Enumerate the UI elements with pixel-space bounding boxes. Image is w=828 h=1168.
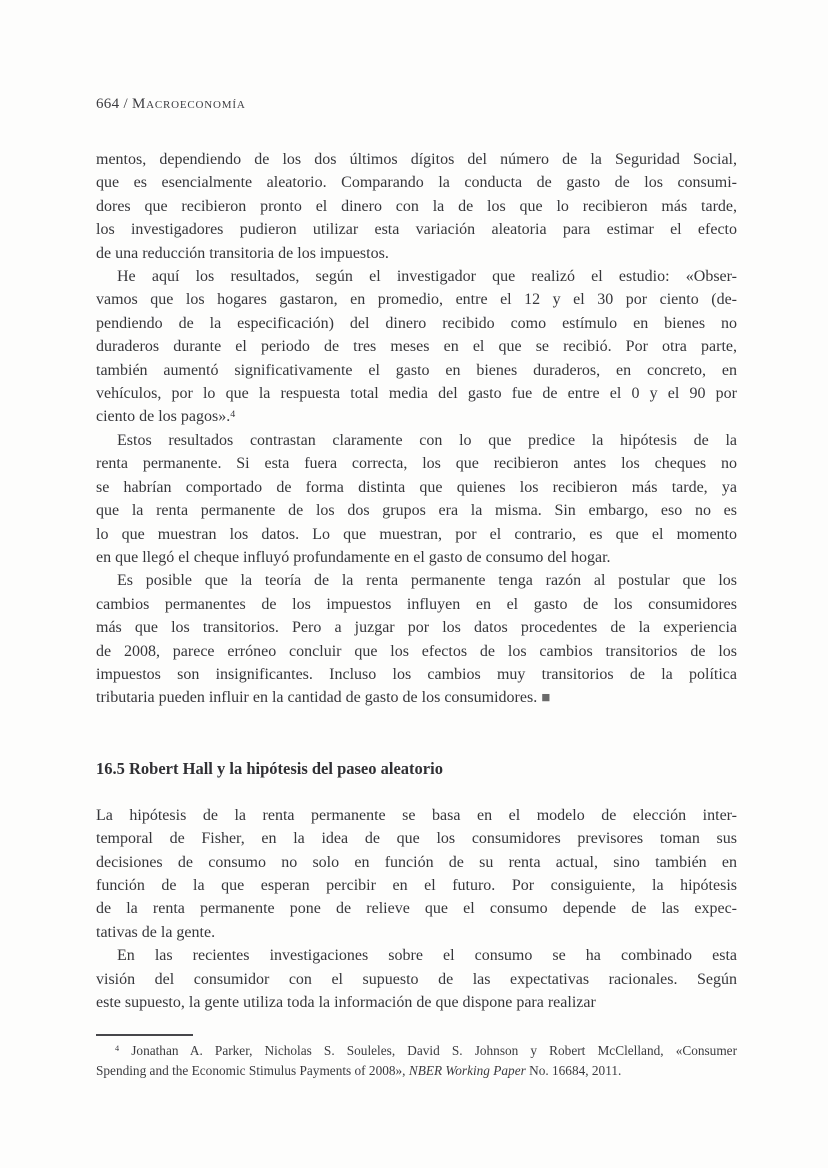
paragraph xyxy=(96,265,737,429)
text-segment: decisiones de consumo no solo en función de su renta actual, sino también en xyxy=(96,853,737,871)
text-segment: vamos que los hogares gastaron, en promedio, entre el 12 y el 30 por ciento (de- xyxy=(96,291,737,309)
text-line xyxy=(96,523,737,546)
text-segment: en que llegó el cheque influyó profundamente en el gasto de consumo del hogar. xyxy=(96,548,611,566)
text-line xyxy=(96,804,737,827)
paragraph xyxy=(96,429,737,569)
section-heading: 16.5 Robert Hall y la hipótesis del paseo aleatorio xyxy=(96,758,443,778)
text-line xyxy=(96,593,737,616)
paragraph xyxy=(96,804,737,944)
text-segment: He aquí los resultados, según el investigador que realizó el estudio: «Obser- xyxy=(117,268,737,286)
text-segment: de 2008, parece erróneo concluir que los efectos de los cambios transitorios de los xyxy=(96,642,737,660)
text-line xyxy=(96,452,737,475)
text-line xyxy=(96,944,737,967)
text-line xyxy=(96,265,737,288)
text-line xyxy=(96,382,737,405)
paragraph xyxy=(96,148,737,265)
text-line xyxy=(96,312,737,335)
text-segment: tributaria pueden influir en la cantidad de gasto de los consumidores. xyxy=(96,689,542,707)
text-segment: más que los transitorios. Pero a juzgar por los datos procedentes de la experiencia xyxy=(96,619,737,637)
text-segment: de la renta permanente pone de relieve que el consumo depende de las expec- xyxy=(96,900,737,918)
text-segment: que la renta permanente de los dos grupos era la misma. Sin embargo, eso no es xyxy=(96,502,737,520)
text-line xyxy=(96,1061,737,1081)
end-of-box-marker-icon: ■ xyxy=(541,690,551,707)
text-line xyxy=(96,827,737,850)
text-segment: este supuesto, la gente utiliza toda la información de que dispone para realizar xyxy=(96,994,596,1011)
text-segment: que es esencialmente aleatorio. Comparando la conducta de gasto de los consumi- xyxy=(96,174,737,192)
text-segment: Jonathan A. Parker, Nicholas S. Souleles, David S. Johnson y Robert McClelland, «Consumer xyxy=(119,1043,737,1059)
text-line xyxy=(96,359,737,382)
text-segment: renta permanente. Si esta fuera correcta, los que recibieron antes los cheques no xyxy=(96,455,737,473)
text-line xyxy=(96,1041,737,1061)
paragraph xyxy=(96,944,737,1014)
text-segment: Estos resultados contrastan claramente con lo que predice la hipótesis de la xyxy=(117,431,737,449)
case-study-text xyxy=(96,148,737,711)
text-segment: pendiendo de la especificación) del dinero recibido como estímulo en bienes no xyxy=(96,314,737,332)
text-line xyxy=(96,569,737,592)
text-line xyxy=(96,476,737,499)
text-line xyxy=(96,640,737,663)
text-segment: En las recientes investigaciones sobre el consumo se ha combinado esta xyxy=(117,947,737,965)
text-segment: ciento de los pagos». xyxy=(96,408,231,426)
text-segment: impuestos son insignificantes. Incluso los cambios muy transitorios de la política xyxy=(96,665,737,683)
text-line xyxy=(96,968,737,991)
text-segment: lo que muestran los datos. Lo que muestran, por el contrario, es que el momento xyxy=(96,525,737,543)
text-segment: temporal de Fisher, en la idea de que los consumidores previsores toman sus xyxy=(96,830,737,848)
book-title: Macroeconomía xyxy=(131,96,246,112)
text-segment: se habrían comportado de forma distinta que quienes los recibieron más tarde, ya xyxy=(96,478,737,496)
text-line xyxy=(96,429,737,452)
section-text xyxy=(96,804,737,1015)
text-segment: Spending and the Economic Stimulus Payments of 2008», xyxy=(96,1062,409,1078)
footnote-ref: 4 xyxy=(115,1044,120,1054)
text-segment: cambios permanentes de los impuestos influyen en el gasto de los consumidores xyxy=(96,595,737,613)
text-line xyxy=(96,288,737,311)
text-line xyxy=(96,663,737,686)
text-line xyxy=(96,405,737,428)
text-segment: La hipótesis de la renta permanente se basa en el modelo de elección inter- xyxy=(96,806,737,824)
text-line xyxy=(96,921,737,944)
text-line xyxy=(96,991,737,1014)
page-number: 664 xyxy=(96,96,120,112)
text-line xyxy=(96,851,737,874)
footnote-ref: 4 xyxy=(230,408,236,420)
text-line xyxy=(96,171,737,194)
paragraph xyxy=(96,569,737,710)
page-header xyxy=(96,95,737,114)
text-segment: Es posible que la teoría de la renta permanente tenga razón al postular que los xyxy=(117,572,737,590)
footnote-rule xyxy=(96,1034,193,1036)
text-segment: visión del consumidor con el supuesto de las expectativas racionales. Según xyxy=(96,970,737,988)
text-segment: mentos, dependiendo de los dos últimos dígitos del número de la Seguridad Social, xyxy=(96,151,737,168)
text-line xyxy=(96,195,737,218)
header-separator: / xyxy=(119,96,132,112)
text-segment: también aumentó significativamente el gasto en bienes duraderos, en concreto, en xyxy=(96,361,737,379)
footnote xyxy=(96,1041,737,1080)
text-segment: vehículos, por lo que la respuesta total media del gasto fue de entre el 0 y el 90 por xyxy=(96,385,737,403)
text-segment: de una reducción transitoria de los impuestos. xyxy=(96,244,389,262)
text-line xyxy=(96,546,737,569)
text-segment: función de la que esperan percibir en el futuro. Por consiguiente, la hipótesis xyxy=(96,876,737,894)
text-line xyxy=(96,335,737,358)
text-line xyxy=(96,686,737,710)
text-segment: los investigadores pudieron utilizar esta variación aleatoria para estimar el efecto xyxy=(96,221,737,239)
italic-text: NBER Working Paper xyxy=(408,1062,526,1078)
text-segment: dores que recibieron pronto el dinero con la de los que lo recibieron más tarde, xyxy=(96,197,737,215)
text-line xyxy=(96,897,737,920)
text-segment: duraderos durante el periodo de tres meses en el que se recibió. Por otra parte, xyxy=(96,338,737,356)
text-segment: No. 16684, 2011. xyxy=(525,1062,622,1078)
text-line xyxy=(96,616,737,639)
text-segment: tativas de la gente. xyxy=(96,923,216,941)
text-line xyxy=(96,499,737,522)
paragraph xyxy=(96,1041,737,1080)
text-line xyxy=(96,148,737,171)
text-line xyxy=(96,218,737,241)
text-line xyxy=(96,242,737,265)
text-line xyxy=(96,874,737,897)
